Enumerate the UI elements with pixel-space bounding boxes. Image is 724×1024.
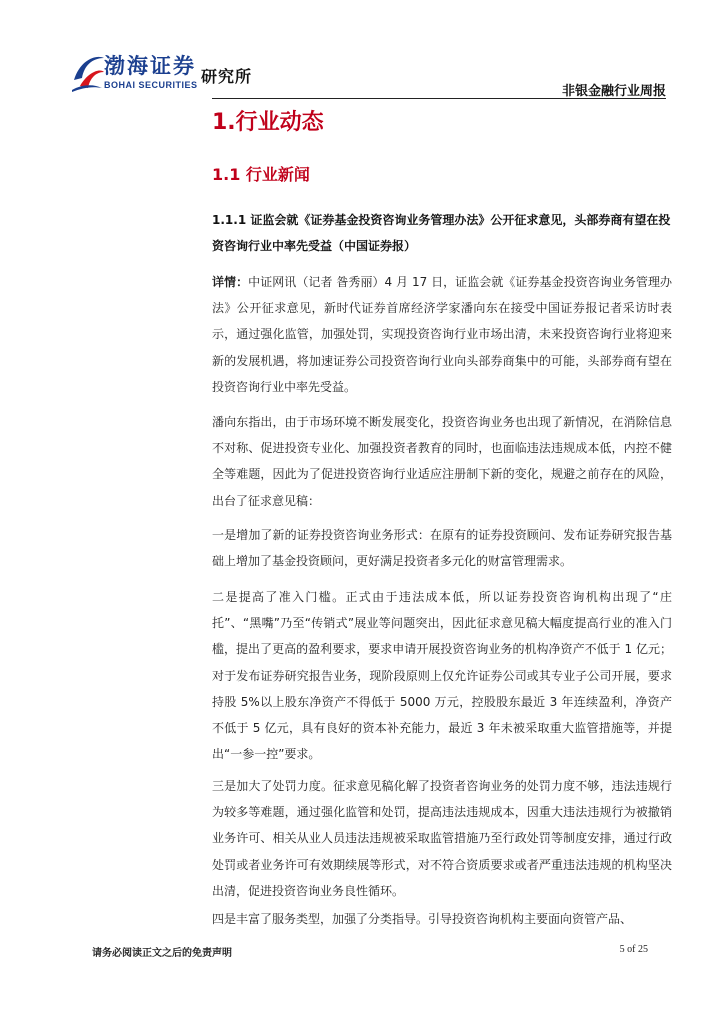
report-type: 非银金融行业周报 (561, 84, 666, 99)
news-headline: 1.1.1 证监会就《证券基金投资咨询业务管理办法》公开征求意见，头部券商有望在投资咨询行业中率先受益（中国证券报） (212, 213, 671, 253)
footer-disclaimer: 请务必阅读正文之后的免责声明 (92, 948, 232, 959)
brand-name-cn: 渤海证券 (104, 54, 196, 78)
brand-name-en: BOHAI SECURITIES (104, 80, 198, 90)
institute-label: 研究所 (201, 67, 253, 86)
paragraph-point-four: 四是丰富了服务类型，加强了分类指导。引导投资咨询机构主要面向资管产品、 (212, 912, 633, 926)
section-heading-2: 1.1 行业新闻 (212, 165, 310, 184)
paragraph-analysis: 潘向东指出，由于市场环境不断发展变化，投资咨询业务也出现了新情况，在消除信息不对称、促进投资专业化、加强投资者教育的同时，也面临违法违规成本低，内控不健全等难题，因此为了促进投资咨询行业适应注册制下新的变化，规避之前存在的风险，出台了征求意见稿： (212, 415, 672, 508)
details-lead-label: 详情： (212, 275, 249, 289)
page-number: 5 of 25 (619, 944, 648, 955)
header-divider (212, 98, 666, 99)
paragraph-point-three: 三是加大了处罚力度。征求意见稿化解了投资者咨询业务的处罚力度不够，违法违规行为较多等难题，通过强化监管和处罚，提高违法违规成本，因重大违法违规行为被撤销业务许可、相关从业人员违法违规被采取监管措施乃至行政处罚等制度安排，通过行政处罚或者业务许可有效期续展等形式，对不符合资质要求或者严重违法违规的机构坚决出清，促进投资咨询业务良性循环。 (212, 779, 672, 898)
section-heading-1: 1.行业动态 (212, 110, 324, 135)
details-body: 中证网讯（记者 昝秀丽）4 月 17 日，证监会就《证券基金投资咨询业务管理办法》公开征求意见，新时代证券首席经济学家潘向东在接受中国证券报记者采访时表示，通过强化监管，加强处罚，实现投资咨询行业市场出清，未来投资咨询行业将迎来新的发展机遇，将加速证券公司投资咨询行业向头部券商集中的可能，头部券商有望在投资咨询行业中率先受益。 (212, 275, 672, 394)
paragraph-point-one: 一是增加了新的证券投资咨询业务形式：在原有的证券投资顾问、发布证券研究报告基础上增加了基金投资顾问，更好满足投资者多元化的财富管理需求。 (212, 528, 672, 569)
paragraph-point-two: 二是提高了准入门槛。正式由于违法成本低，所以证券投资咨询机构出现了“庄托”、“黑嘴”乃至“传销式”展业等问题突出，因此征求意见稿大幅度提高行业的准入门槛，提出了更高的盈利要求，要求申请开展投资咨询业务的机构净资产不低于 1 亿元；对于发布证券研究报告业务，现阶段原则上仅允许证券公司或其专业子公司开展，要求持股 5%以上股东净资产不得低于 5000 万元，控股股东最近 3 年连续盈利，净资产不低于 5 亿元，具有良好的资本补充能力，最近 3 年未被采取重大监管措施等，并提出“一参一控”要求。 (212, 590, 672, 762)
paragraph-details (212, 269, 672, 400)
